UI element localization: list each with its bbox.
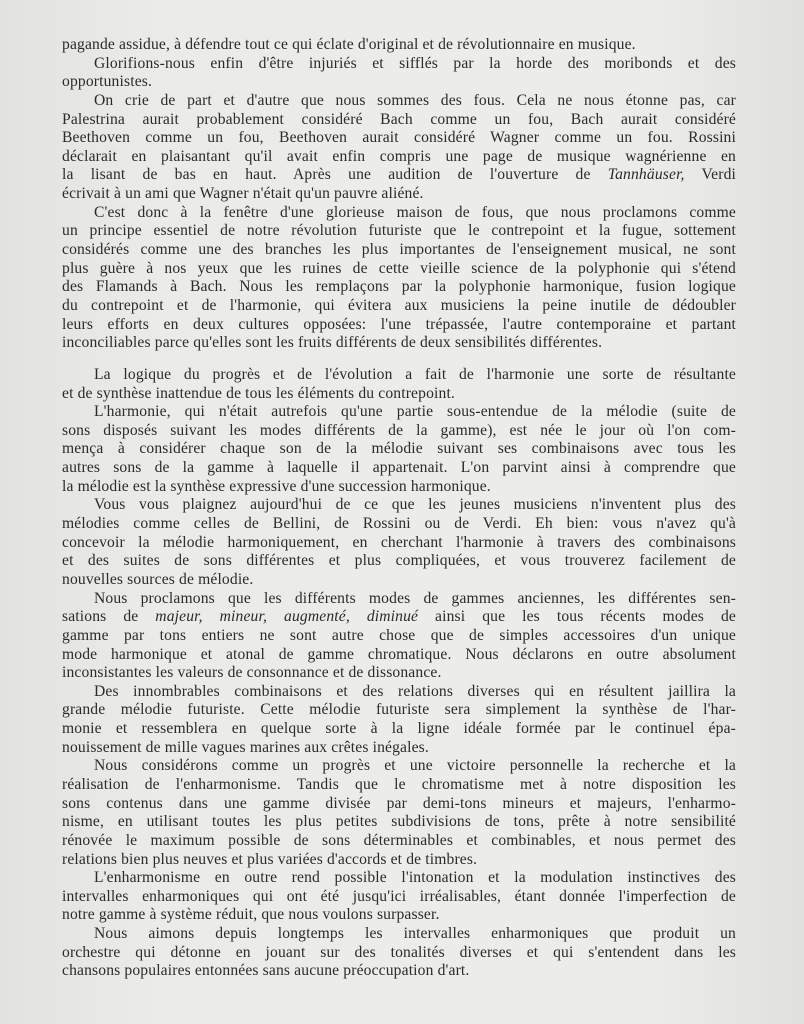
text-segment: Verdi — [684, 166, 736, 184]
text-line: intervalles enharmoniques qui ont été jusqu'ici irréalisables, étant donnée l'imperfection de — [62, 887, 736, 905]
paragraph — [62, 683, 736, 758]
text-line — [62, 608, 736, 627]
text-line: relations bien plus neuves et plus variées d'accords et de timbres. — [62, 850, 478, 868]
text-line: nisme, en utilisant toutes les plus petites subdivisions de tons, prête à notre sensibilité — [62, 813, 736, 831]
text-line: leurs efforts en deux cultures opposées: l'une trépassée, l'autre contemporaine et partant — [62, 315, 736, 333]
paragraph — [62, 925, 736, 981]
text-line: sons contenus dans une gamme divisée par demi-tons mineurs et majeurs, l'enharmo- — [62, 794, 736, 812]
text-line: nouvelles sources de mélodie. — [62, 570, 254, 588]
italic-text: majeur, mineur, augmenté, diminué — [155, 608, 419, 626]
text-line: L'enharmonisme en outre rend possible l'intonation et la modulation instinctives des — [94, 869, 736, 887]
text-line: Des innombrables combinaisons et des relations diverses qui en résultent jaillira la — [94, 682, 736, 700]
text-line: opportunistes. — [62, 73, 153, 91]
text-line: déclarait en plaisantant qu'il avait enfin compris une page de musique wagnérienne en — [62, 147, 736, 165]
text-line: Palestrina aurait probablement considéré Bach comme un fou, Bach aurait considéré — [62, 110, 736, 128]
paragraph — [62, 590, 736, 683]
text-line: La logique du progrès et de l'évolution a fait de l'harmonie une sorte de résultante — [94, 365, 736, 383]
text-line: L'harmonie, qui n'était autrefois qu'une partie sous-entendue de la mélodie (suite de — [94, 403, 736, 421]
text-line: autres sons de la gamme à laquelle il appartenait. L'on parvint ainsi à comprendre que — [62, 459, 736, 477]
text-line: et de synthèse inattendue de tous les éléments du contrepoint. — [62, 384, 455, 402]
text-line: C'est donc à la fenêtre d'une glorieuse maison de fous, que nous proclamons comme — [94, 203, 736, 221]
paragraph — [62, 55, 736, 92]
text-line: Glorifions-nous enfin d'être injuriés et sifflés par la horde des moribonds et des — [94, 54, 736, 72]
text-line: orchestre qui détonne en jouant sur des tonalités diverses et qui s'entendent dans les — [62, 943, 736, 961]
text-line: rénovée le maximum possible de sons déterminables et combinables, et nous permet des — [62, 831, 736, 849]
text-line: gamme par tons entiers ne sont autre chose que de simples accessoires d'un unique — [62, 626, 736, 644]
text-line: Beethoven comme un fou, Beethoven aurait considéré Wagner comme un fou. Rossini — [62, 129, 736, 147]
text-line: inconsistantes les valeurs de consonnance et de dissonance. — [62, 664, 442, 682]
text-segment: la lisant de bas en haut. Après une audition de l'ouverture de — [62, 166, 608, 184]
text-line: mode harmonique et atonal de gamme chromatique. Nous déclarons en outre absolument — [62, 645, 736, 663]
text-line: écrivait à un ami que Wagner n'était qu'un pauvre aliéné. — [62, 185, 424, 203]
text-line: monie et ressemblera en quelque sorte à la ligne idéale formée par le continuel épa- — [62, 720, 736, 738]
paragraph — [62, 204, 736, 353]
paragraph — [62, 496, 736, 589]
text-line: plus guère à nos yeux que les ruines de cette vieille science de la polyphonie qui s'étend — [62, 259, 736, 277]
text-line: notre gamme à système réduit, que nous voulons surpasser. — [62, 906, 440, 924]
text-line: pagande assidue, à défendre tout ce qui éclate d'original et de révolutionnaire en musique. — [62, 36, 636, 53]
text-line: On crie de part et d'autre que nous sommes des fous. Cela ne nous étonne pas, car — [94, 91, 736, 109]
text-line: mélodies comme celles de Bellini, de Rossini ou de Verdi. Eh bien: vous n'avez qu'à — [62, 515, 736, 533]
text-line: des Flamands à Bach. Nous les remplaçons par la polyphonie harmonique, fusion logique — [62, 278, 736, 296]
text-line: concevoir la mélodie harmoniquement, en cherchant l'harmonie à travers des combinaisons — [62, 533, 736, 551]
text-line: chansons populaires entonnées sans aucune préoccupation d'art. — [62, 962, 470, 980]
text-line: sons disposés suivant les modes différents de la gamme), est née le jour où l'on com- — [62, 421, 736, 439]
text-line: et des suites de sons différentes et plus compliquées, et vous trouverez facilement de — [62, 552, 736, 570]
text-line: la mélodie est la synthèse expressive d'une succession harmonique. — [62, 477, 491, 495]
document-page — [62, 36, 736, 981]
text-segment: sations de — [62, 608, 156, 626]
text-segment: ainsi que les tous récents modes de — [418, 608, 736, 626]
text-line: nouissement de mille vagues marines aux crêtes inégales. — [62, 738, 429, 756]
text-line: mença à considérer chaque son de la mélodie suivant ses combinaisons avec tous les — [62, 440, 736, 458]
text-line: grande mélodie futuriste. Cette mélodie futuriste sera simplement la synthèse de l'har- — [62, 701, 736, 719]
text-line: Vous vous plaignez aujourd'hui de ce que les jeunes musiciens n'inventent plus des — [94, 496, 736, 514]
paragraph — [62, 403, 736, 496]
text-line: Nous considérons comme un progrès et une victoire personnelle la recherche et la — [94, 757, 736, 775]
paragraph — [62, 366, 736, 403]
paragraph — [62, 36, 736, 55]
paragraph — [62, 869, 736, 925]
text-line: Nous aimons depuis longtemps les intervalles enharmoniques que produit un — [94, 925, 736, 943]
text-line: du contrepoint et de l'harmonie, qui évitera aux musiciens la peine inutile de dédoubler — [62, 296, 736, 314]
text-line: réalisation de l'enharmonisme. Tandis que le chromatisme met à notre disposition les — [62, 775, 736, 793]
paragraph — [62, 92, 736, 204]
text-line: considérés comme une des branches les plus importantes de l'enseignement musical, ne sont — [62, 241, 736, 259]
text-line: un principe essentiel de notre révolution futuriste que le contrepoint et la fugue, sottement — [62, 222, 736, 240]
italic-text: Tannhäuser, — [607, 166, 685, 184]
text-line: inconciliables parce qu'elles sont les fruits différents de deux sensibilités différentes. — [62, 334, 603, 352]
paragraph — [62, 757, 736, 869]
text-line — [62, 166, 736, 185]
text-line: Nous proclamons que les différents modes de gammes anciennes, les différentes sen- — [94, 589, 736, 607]
